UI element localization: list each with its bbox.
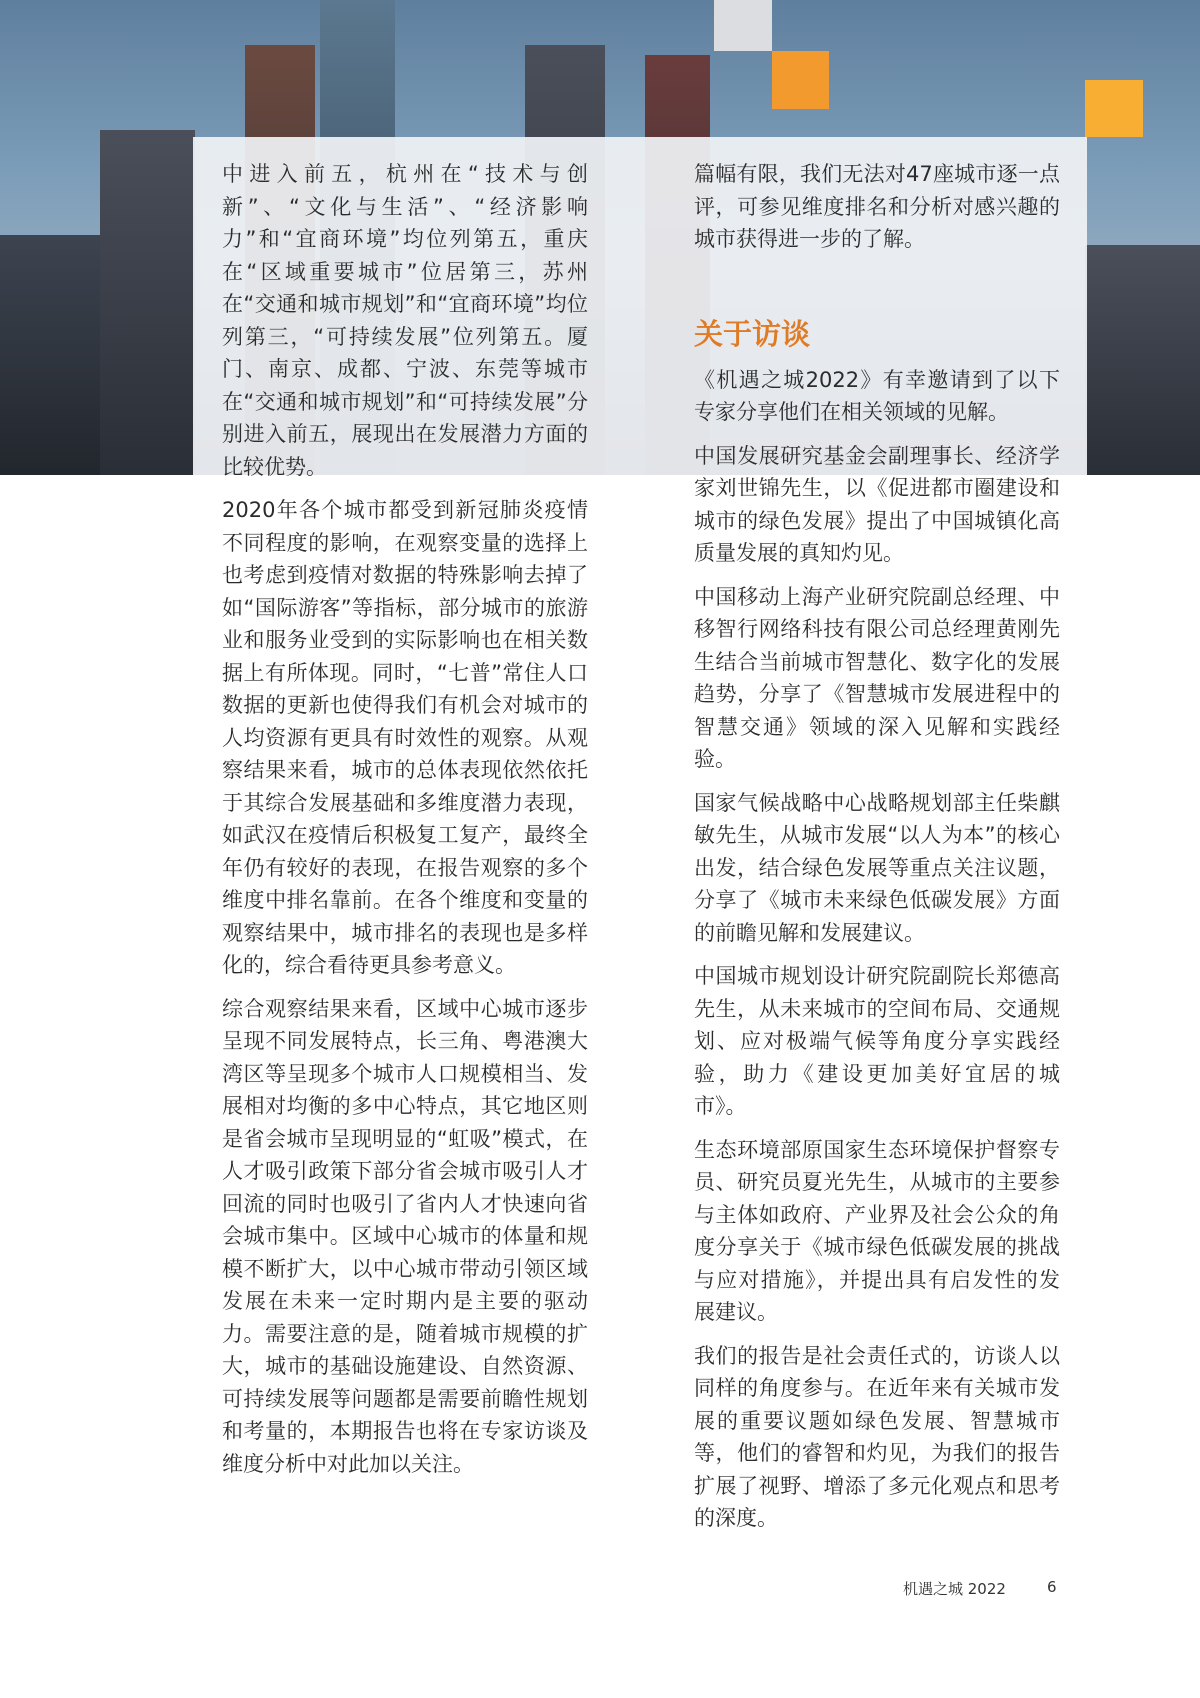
decor-square-yellow	[1085, 80, 1143, 137]
page-number: 6	[1047, 1578, 1057, 1596]
paragraph: 2020年各个城市都受到新冠肺炎疫情不同程度的影响，在观察变量的选择上也考虑到疫情对数据的特殊影响去掉了如“国际游客”等指标，部分城市的旅游业和服务业受到的实际影响也在相关数据上有所体现。同时，“七普”常住人口数据的更新也使得我们有机会对城市的人均资源有更具有时效性的观察。从观察结果来看，城市的总体表现依然依托于其综合发展基础和多维度潜力表现，如武汉在疫情后积极复工复产，最终全年仍有较好的表现，在报告观察的多个维度中排名靠前。在各个维度和变量的观察结果中，城市排名的表现也是多样化的，综合看待更具参考意义。	[222, 498, 588, 977]
intro-paragraph: 篇幅有限，我们无法对47座城市逐一点评，可参见维度排名和分析对感兴趣的城市获得进一步的了解。	[694, 162, 1060, 251]
paragraph: 国家气候战略中心战略规划部主任柴麒敏先生，从城市发展“以人为本”的核心出发，结合绿色发展等重点关注议题，分享了《城市未来绿色低碳发展》方面的前瞻见解和发展建议。	[694, 790, 1060, 945]
section-heading: 关于访谈	[694, 316, 811, 351]
decor-square-orange	[772, 51, 829, 109]
paragraph: 综合观察结果来看，区域中心城市逐步呈现不同发展特点，长三角、粤港澳大湾区等呈现多个城市人口规模相当、发展相对均衡的多中心特点，其它地区则是省会城市呈现明显的“虹吸”模式，在人才吸引政策下部分省会城市吸引人才回流的同时也吸引了省内人才快速向省会城市集中。区域中心城市的体量和规模不断扩大，以中心城市带动引领区域发展在未来一定时期内是主要的驱动力。需要注意的是，随着城市规模的扩大，城市的基础设施建设、自然资源、可持续发展等问题都是需要前瞻性规划和考量的，本期报告也将在专家访谈及维度分析中对此加以关注。	[222, 996, 588, 1476]
left-column	[222, 158, 588, 1491]
paragraph: 中国发展研究基金会副理事长、经济学家刘世锦先生，以《促进都市圈建设和城市的绿色发展》提出了中国城镇化高质量发展的真知灼见。	[694, 443, 1060, 565]
paragraph: 中进入前五，杭州在“技术与创新”、“文化与生活”、“经济影响力”和“宜商环境”均位列第五，重庆在“区域重要城市”位居第三，苏州在“交通和城市规划”和“宜商环境”均位列第三，“可持续发展”位列第五。厦门、南京、成都、宁波、东莞等城市在“交通和城市规划”和“可持续发展”分别进入前五，展现出在发展潜力方面的比较优势。	[222, 162, 588, 479]
paragraph: 中国城市规划设计研究院副院长郑德高先生，从未来城市的空间布局、交通规划、应对极端气候等角度分享实践经验，助力《建设更加美好宜居的城市》。	[694, 964, 1060, 1118]
footer-title: 机遇之城 2022	[903, 1580, 1006, 1598]
paragraph: 中国移动上海产业研究院副总经理、中移智行网络科技有限公司总经理黄刚先生结合当前城市智慧化、数字化的发展趋势，分享了《智慧城市发展进程中的智慧交通》领域的深入见解和实践经验。	[694, 584, 1060, 771]
paragraph: 《机遇之城2022》有幸邀请到了以下专家分享他们在相关领域的见解。	[694, 367, 1060, 424]
paragraph: 生态环境部原国家生态环境保护督察专员、研究员夏光先生，从城市的主要参与主体如政府、产业界及社会公众的角度分享关于《城市绿色低碳发展的挑战与应对措施》，并提出具有启发性的发展建议。	[694, 1137, 1060, 1324]
decor-square-gray	[714, 0, 772, 51]
paragraph: 我们的报告是社会责任式的，访谈人以同样的角度参与。在近年来有关城市发展的重要议题如绿色发展、智慧城市等，他们的睿智和灼见，为我们的报告扩展了视野、增添了多元化观点和思考的深度。	[694, 1343, 1060, 1530]
right-column	[694, 158, 1060, 1546]
